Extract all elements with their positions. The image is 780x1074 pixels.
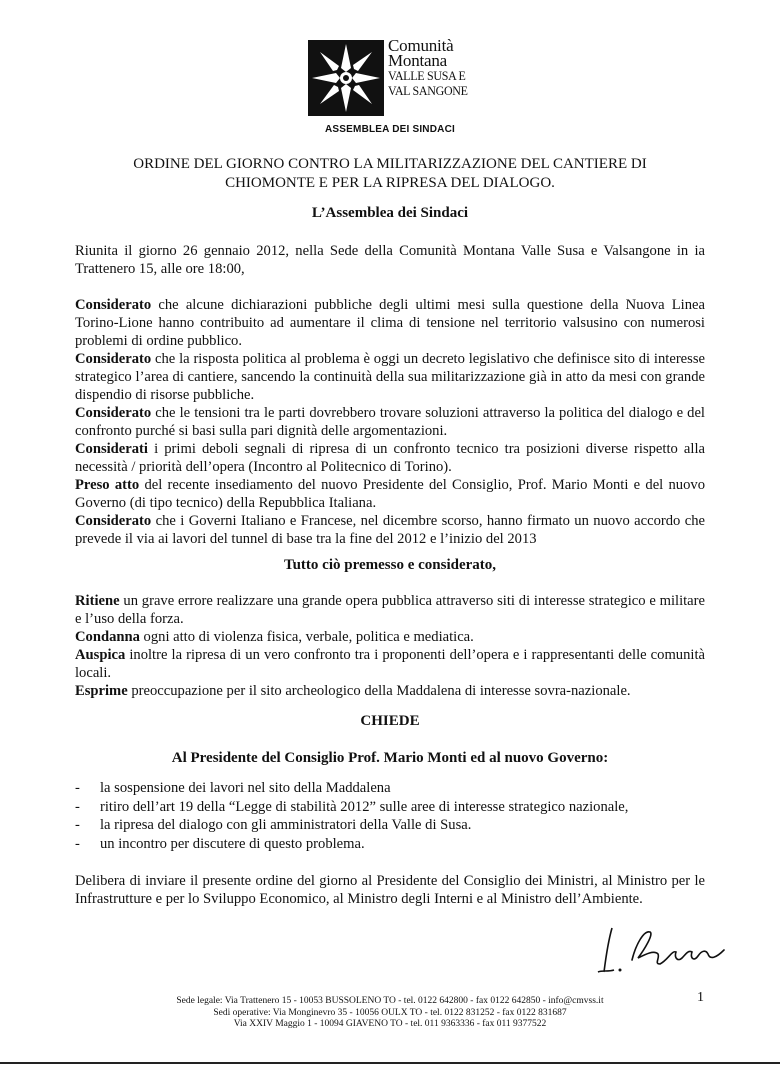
request-item: - un incontro per discutere di questo problema. bbox=[75, 835, 365, 852]
resolutions-block bbox=[75, 592, 705, 700]
org-line-4: VAL SANGONE bbox=[388, 83, 468, 98]
consideration-item: Considerati i primi deboli segnali di ripresa di un confronto tecnico tra posizioni diverse rispetto alla necessità / priorità dell’opera (Incontro al Politecnico di Torino). bbox=[75, 441, 705, 475]
document-title bbox=[60, 155, 720, 193]
consideration-item: Considerato che la risposta politica al problema è oggi un decreto legislativo che definisce sito di interesse strategico l’area di cantiere, sancendo la continuità della sua militarizzazione già in atto da mesi con grande dispendio di risorse pubbliche. bbox=[75, 351, 705, 403]
footer-line-2: Sedi operative: Via Monginevro 35 - 10056 OULX TO - tel. 0122 831252 - fax 0122 831687 bbox=[213, 1007, 567, 1018]
page-number: 1 bbox=[697, 990, 704, 1005]
org-line-1: Comunità bbox=[388, 36, 454, 55]
request-item: - ritiro dell’art 19 della “Legge di stabilità 2012” sulle aree di interesse strategico nazionale, bbox=[75, 798, 629, 815]
assembly-label: ASSEMBLEA DEI SINDACI bbox=[325, 124, 455, 135]
intro-paragraph: Riunita il giorno 26 gennaio 2012, nella Sede della Comunità Montana Valle Susa e Valsangone in ia Trattenero 15, alle ore 18:00, bbox=[75, 243, 705, 277]
footer-contacts bbox=[0, 996, 780, 1031]
org-line-2: Montana bbox=[388, 51, 448, 70]
resolution-item: Auspica inoltre la ripresa di un vero confronto tra i proponenti dell’opera e i rappresentanti delle comunità locali. bbox=[75, 647, 705, 681]
title-line-1: ORDINE DEL GIORNO CONTRO LA MILITARIZZAZIONE DEL CANTIERE DI bbox=[133, 156, 647, 172]
bottom-divider bbox=[0, 1062, 780, 1064]
asks-heading: CHIEDE bbox=[360, 713, 420, 729]
footer-line-3: Via XXIV Maggio 1 - 10094 GIAVENO TO - tel. 011 9363336 - fax 011 9377522 bbox=[233, 1019, 547, 1029]
closing-paragraph: Delibera di inviare il presente ordine del giorno al Presidente del Consiglio dei Ministri, al Ministro per le Infrastrutture e per lo Sviluppo Economico, al Ministro degli Interni e al Ministro dell’Ambiente. bbox=[75, 873, 705, 907]
consideration-item: Considerato che i Governi Italiano e Francese, nel dicembre scorso, hanno firmato un nuovo accordo che prevede il via ai lavori del tunnel di base tra la fine del 2012 e l’inizio del 2013 bbox=[75, 513, 705, 547]
resolution-item: Condanna ogni atto di violenza fisica, verbale, politica e mediatica. bbox=[75, 629, 474, 645]
consideration-item: Preso atto del recente insediamento del nuovo Presidente del Consiglio, Prof. Mario Monti e del nuovo Governo (di tipo tecnico) della Repubblica Italiana. bbox=[75, 477, 705, 511]
org-line-3: VALLE SUSA E bbox=[388, 68, 466, 83]
request-item: - la sospensione dei lavori nel sito della Maddalena bbox=[75, 780, 391, 796]
addressee-heading: Al Presidente del Consiglio Prof. Mario Monti ed al nuovo Governo: bbox=[171, 750, 609, 766]
premise-heading: Tutto ciò premesso e considerato, bbox=[283, 557, 497, 573]
requests-list bbox=[75, 779, 705, 853]
resolution-item: Ritiene un grave errore realizzare una grande opera pubblica attraverso siti di interesse strategico e militare e l’uso della forza. bbox=[75, 593, 705, 627]
consideration-item: Considerato che le tensioni tra le parti dovrebbero trovare soluzioni attraverso la politica del dialogo e del confronto purché si basi sulla pari dignità delle argomentazioni. bbox=[75, 405, 705, 439]
organization-name bbox=[388, 38, 475, 98]
handwritten-signature bbox=[584, 920, 744, 980]
request-item: - la ripresa del dialogo con gli amministratori della Valle di Susa. bbox=[75, 817, 472, 833]
comunita-montana-logo bbox=[308, 40, 384, 116]
title-line-2: CHIOMONTE E PER LA RIPRESA DEL DIALOGO. bbox=[225, 175, 555, 191]
considerations-block bbox=[75, 296, 705, 548]
resolution-item: Esprime preoccupazione per il sito archeologico della Maddalena di interesse sovra-nazionale. bbox=[75, 683, 631, 699]
footer-line-1: Sede legale: Via Trattenero 15 - 10053 BUSSOLENO TO - tel. 0122 642800 - fax 0122 642850 - info@cmvss.it bbox=[176, 996, 604, 1006]
subtitle: L’Assemblea dei Sindaci bbox=[311, 205, 469, 221]
consideration-item: Considerato che alcune dichiarazioni pubbliche degli ultimi mesi sulla questione della Nuova Linea Torino-Lione hanno contribuito ad aumentare il clima di tensione nel territorio valsusino con numerosi problemi di ordine pubblico. bbox=[75, 297, 705, 349]
